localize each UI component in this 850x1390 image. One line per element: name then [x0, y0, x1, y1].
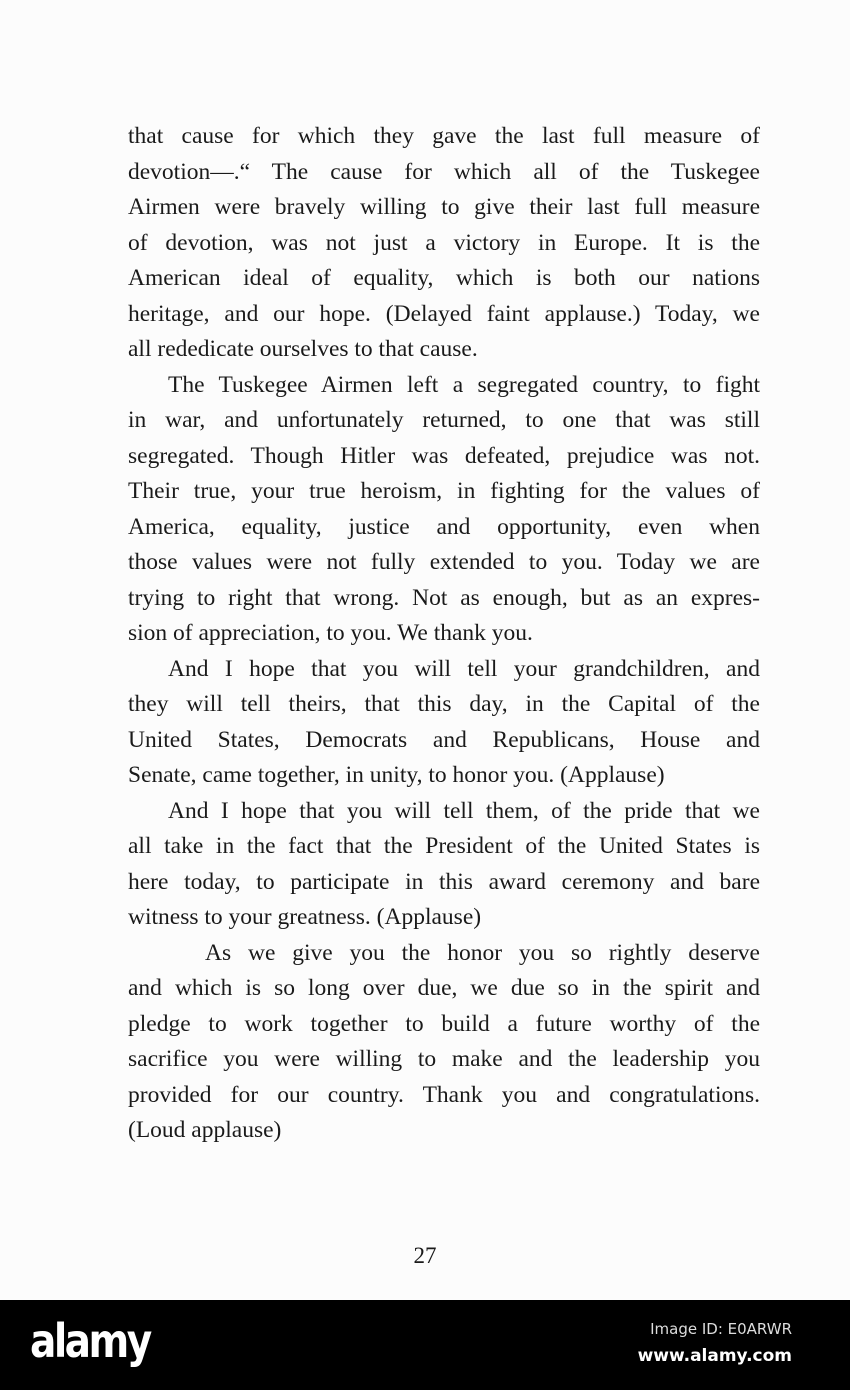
text-line: of devotion, was not just a victory in Europe. It is the: [128, 229, 760, 256]
text-line: Their true, your true heroism, in fighting for the values of: [128, 478, 760, 504]
text-line: American ideal of equality, which is both our nations: [128, 265, 760, 291]
text-line: heritage, and our hope. (Delayed faint applause.) Today, we: [128, 300, 760, 327]
text-line: sion of appreciation, to you. We thank you.: [128, 620, 533, 646]
watermark-bar: [0, 1300, 850, 1390]
text-line: United States, Democrats and Republicans, House and: [128, 726, 760, 753]
text-line: The Tuskegee Airmen left a segregated country, to fight: [168, 371, 760, 398]
text-line: in war, and unfortunately returned, to one that was still: [128, 407, 760, 433]
image-id: Image ID: E0ARWR: [650, 1320, 792, 1338]
site-url: www.alamy.com: [637, 1346, 792, 1366]
text-line: here today, to participate in this award ceremony and bare: [128, 868, 760, 895]
text-line: all take in the fact that the President of the United States is: [128, 833, 760, 859]
text-line: sacrifice you were willing to make and the leadership you: [128, 1046, 760, 1072]
text-line: pledge to work together to build a future worthy of the: [128, 1010, 760, 1037]
body-text: [128, 119, 760, 1149]
text-line: devotion—.“ The cause for which all of the Tuskegee: [128, 158, 760, 185]
text-line: America, equality, justice and opportunity, even when: [128, 513, 760, 540]
page-number: 27: [413, 1243, 437, 1268]
text-line: that cause for which they gave the last full measure of: [128, 123, 760, 149]
text-line: all rededicate ourselves to that cause.: [128, 336, 478, 362]
text-line: As we give you the honor you so rightly deserve: [205, 939, 760, 966]
text-line: segregated. Though Hitler was defeated, prejudice was not.: [128, 442, 760, 469]
alamy-logo: alamy: [30, 1314, 150, 1368]
text-line: witness to your greatness. (Applause): [128, 904, 482, 930]
text-line: provided for our country. Thank you and congratulations.: [128, 1081, 760, 1108]
text-line: trying to right that wrong. Not as enough, but as an expres-: [128, 584, 760, 611]
text-line: And I hope that you will tell them, of the pride that we: [168, 797, 760, 824]
text-line: Senate, came together, in unity, to honor you. (Applause): [128, 762, 665, 788]
text-line: And I hope that you will tell your grandchildren, and: [168, 655, 760, 682]
text-line: and which is so long over due, we due so in the spirit and: [128, 975, 760, 1001]
text-line: they will tell theirs, that this day, in the Capital of the: [128, 691, 760, 717]
text-line: (Loud applause): [128, 1117, 282, 1143]
text-line: those values were not fully extended to you. Today we are: [128, 549, 760, 575]
text-line: Airmen were bravely willing to give their last full measure: [128, 194, 760, 220]
